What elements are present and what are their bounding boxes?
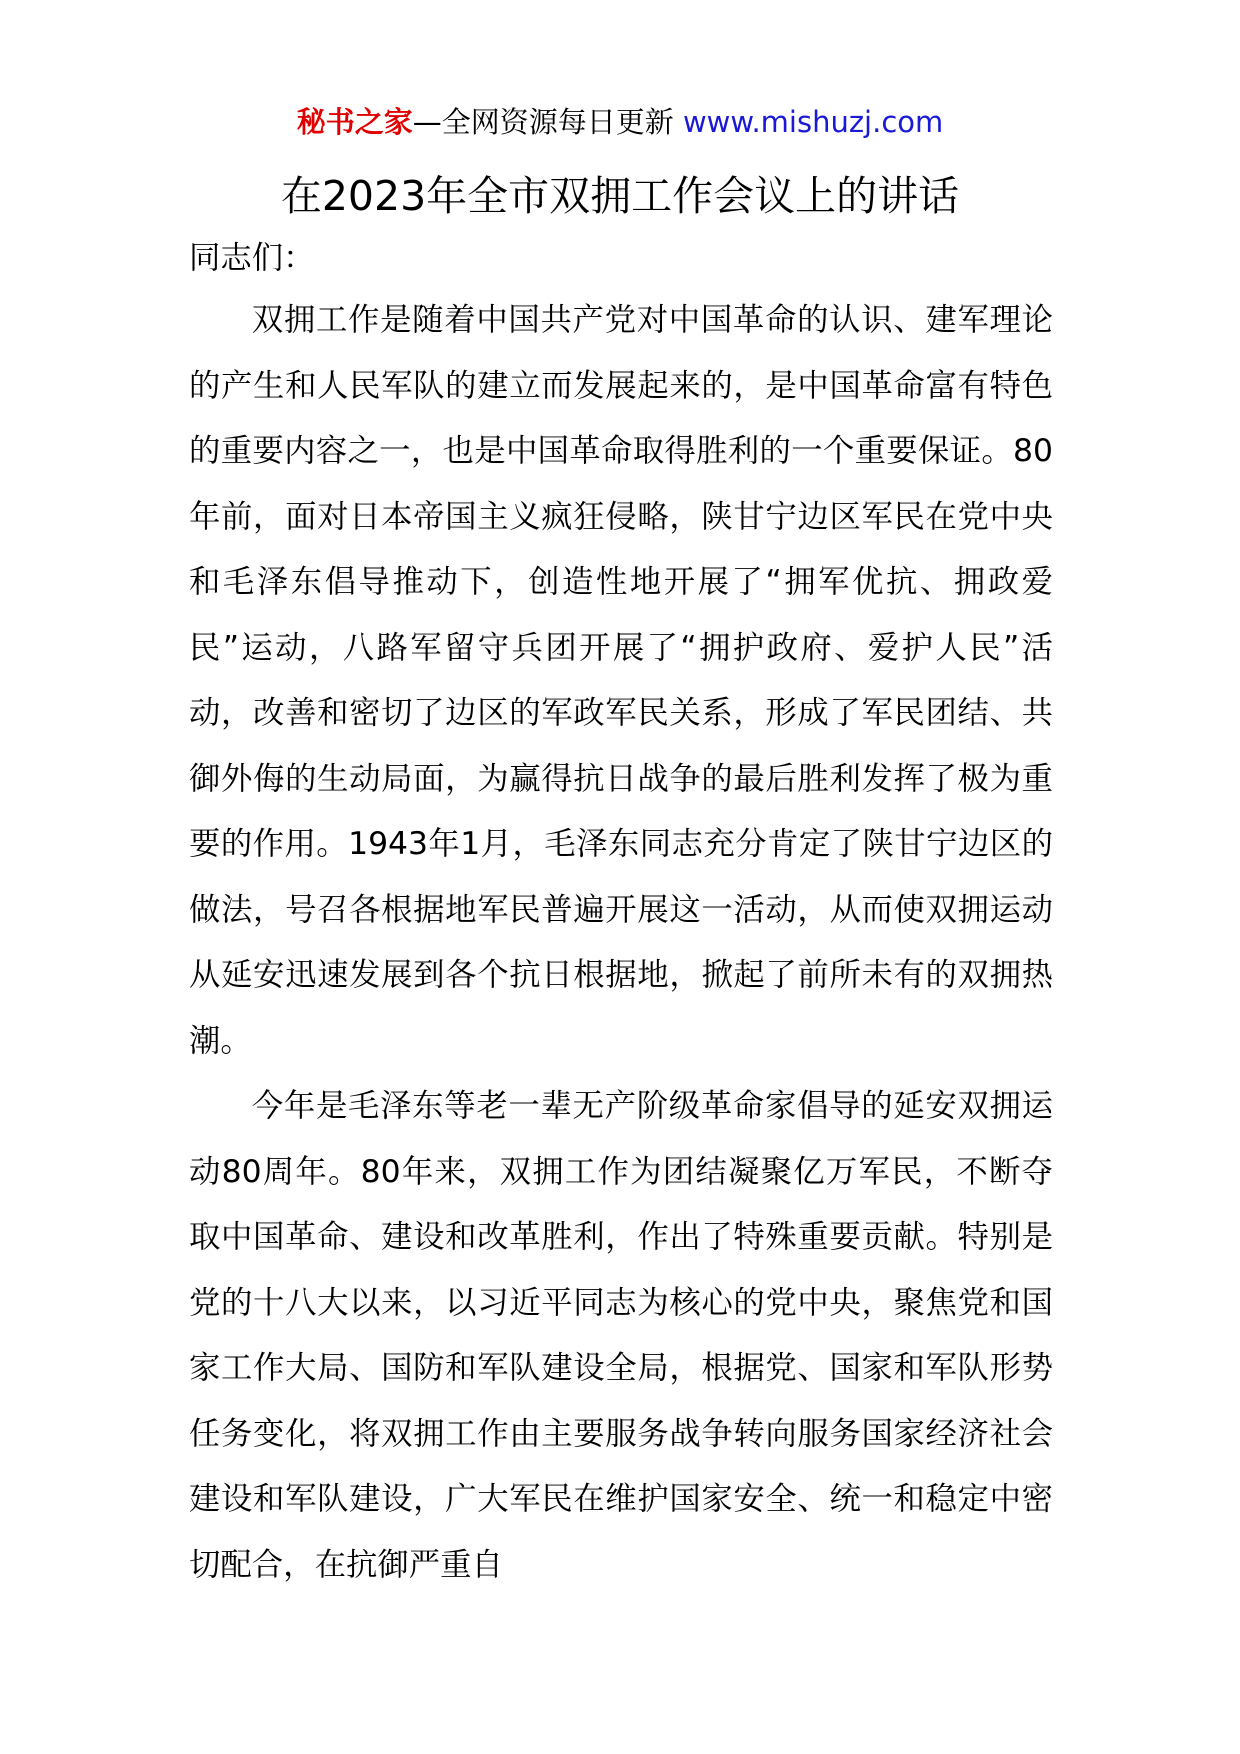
salutation: 同志们： (189, 240, 315, 276)
header-slogan: 全网资源每日更新 (441, 105, 683, 139)
header-dash: — (412, 105, 442, 139)
document-body (189, 226, 1053, 1598)
paragraph-1: 双拥工作是随着中国共产党对中国革命的认识、建军理论的产生和人民军队的建立而发展起来的，是中国革命富有特色的重要内容之一，也是中国革命取得胜利的一个重要保证。80年前，面对日本帝国主义疯狂侵略，陕甘宁边区军民在党中央和毛泽东倡导推动下，创造性地开展了“拥军优抗、拥政爱民”运动，八路军留守兵团开展了“拥护政府、爱护人民”活动，改善和密切了边区的军政军民关系，形成了军民团结、共御外侮的生动局面，为赢得抗日战争的最后胜利发挥了极为重要的作用。1943年1月，毛泽东同志充分肯定了陕甘宁边区的做法，号召各根据地军民普遍开展这一活动，从而使双拥运动从延安迅速发展到各个抗日根据地，掀起了前所未有的双拥热潮。 (189, 302, 1053, 1059)
brand-name: 秘书之家 (296, 105, 413, 139)
document-title: 在2023年全市双拥工作会议上的讲话 (280, 172, 960, 220)
site-url-link[interactable]: www.mishuzj.com (682, 105, 944, 139)
site-header (0, 100, 1240, 144)
paragraph-2: 今年是毛泽东等老一辈无产阶级革命家倡导的延安双拥运动80周年。80年来，双拥工作为团结凝聚亿万军民，不断夺取中国革命、建设和改革胜利，作出了特殊重要贡献。特别是党的十八大以来，以习近平同志为核心的党中央，聚焦党和国家工作大局、国防和军队建设全局，根据党、国家和军队形势任务变化，将双拥工作由主要服务战争转向服务国家经济社会建设和军队建设，广大军民在维护国家安全、统一和稳定中密切配合，在抗御严重自 (189, 1088, 1053, 1583)
